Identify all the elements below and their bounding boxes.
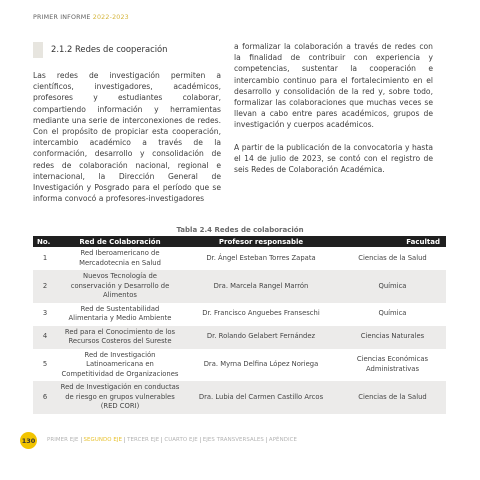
row-number: 6	[33, 381, 57, 414]
row-number: 1	[33, 247, 57, 270]
professor-name: Dra. Myrna Delfina López Noriega	[183, 349, 339, 382]
left-paragraph: Las redes de investigación permiten a científicos, investigadores, académicos, profesores y estudiantes colaborar, compartiendo información y herramientas mediante una serie de interconexiones de redes. Con el propósito de propiciar esta cooperación, intercambio académico a través de la conformación, desarrollo y consolidación de redes de colaboración nacional, regional e internacional, la Dirección General de Investigación y Posgrado para el período que se informa convocó a profesores-investigadores	[33, 71, 221, 204]
faculty-name: Ciencias Económicas Administrativas	[339, 349, 446, 382]
header-label: PRIMER INFORME	[33, 14, 91, 21]
faculty-name: Ciencias de la Salud	[339, 247, 446, 270]
nav-primer-eje[interactable]: PRIMER EJE	[45, 437, 82, 443]
page-header	[33, 14, 129, 21]
nav-tercer-eje[interactable]: TERCER EJE	[125, 437, 162, 443]
right-column	[234, 41, 433, 186]
table-row	[33, 381, 446, 414]
table-row	[33, 270, 446, 303]
faculty-name: Química	[339, 270, 446, 303]
nav-apendice[interactable]: APÉNDICE	[268, 437, 298, 443]
header-year: 2022-2023	[92, 14, 129, 21]
table-row	[33, 349, 446, 382]
network-name: Red para el Conocimiento de los Recursos Costeros del Sureste	[57, 326, 183, 349]
professor-name: Dr. Rolando Gelabert Fernández	[183, 326, 339, 349]
network-name: Red de Investigación en conductas de riesgo en grupos vulnerables (RED CORI)	[57, 381, 183, 414]
row-number: 5	[33, 349, 57, 382]
page-footer	[0, 430, 480, 452]
header-faculty: Facultad	[339, 236, 446, 247]
page-number: 130	[20, 432, 37, 449]
network-name: Nuevos Tecnología de conservación y Desarrollo de Alimentos	[57, 270, 183, 303]
network-name: Red de Sustentabilidad Alimentaria y Medio Ambiente	[57, 303, 183, 326]
right-paragraph-2: A partir de la publicación de la convocatoria y hasta el 14 de julio de 2023, se contó con el registro de seis Redes de Colaboración Académica.	[234, 142, 433, 175]
section-marker	[33, 42, 43, 58]
section-nav	[45, 437, 299, 443]
header-network: Red de Colaboración	[57, 236, 183, 247]
nav-segundo-eje[interactable]: SEGUNDO EJE	[82, 437, 126, 443]
professor-name: Dra. Lubia del Carmen Castillo Arcos	[183, 381, 339, 414]
table-caption: Tabla 2.4 Redes de colaboración	[176, 226, 304, 234]
table-row	[33, 326, 446, 349]
networks-table	[33, 236, 446, 414]
professor-name: Dr. Ángel Esteban Torres Zapata	[183, 247, 339, 270]
faculty-name: Ciencias Naturales	[339, 326, 446, 349]
row-number: 2	[33, 270, 57, 303]
right-paragraph-1: a formalizar la colaboración a través de redes con la finalidad de contribuir con experiencia y competencias, sustentar la cooperación e intercambio continuo para el fortalecimiento en el desarrollo y consolidación de la red y, sobre todo, formalizar las colaboraciones que muchas veces se llevan a cabo entre pares académicos, grupos de investigación y cuerpos académicos.	[234, 42, 433, 130]
table-row	[33, 303, 446, 326]
network-name: Red de Investigación Latinoamericana en Competitividad de Organizaciones	[57, 349, 183, 382]
professor-name: Dr. Francisco Anguebes Franseschi	[183, 303, 339, 326]
header-no: No.	[33, 236, 57, 247]
nav-cuarto-eje[interactable]: CUARTO EJE	[162, 437, 200, 443]
section-heading	[33, 41, 219, 59]
table-row	[33, 247, 446, 270]
faculty-name: Química	[339, 303, 446, 326]
network-name: Red Iberoamericano de Mercadotecnia en Salud	[57, 247, 183, 270]
table-header-row	[33, 236, 446, 247]
section-title: 2.1.2 Redes de cooperación	[51, 44, 168, 55]
faculty-name: Ciencias de la Salud	[339, 381, 446, 414]
row-number: 3	[33, 303, 57, 326]
row-number: 4	[33, 326, 57, 349]
professor-name: Dra. Marcela Rangel Marrón	[183, 270, 339, 303]
nav-ejes-transversales[interactable]: EJES TRANSVERSALES	[201, 437, 267, 443]
header-professor: Profesor responsable	[183, 236, 339, 247]
